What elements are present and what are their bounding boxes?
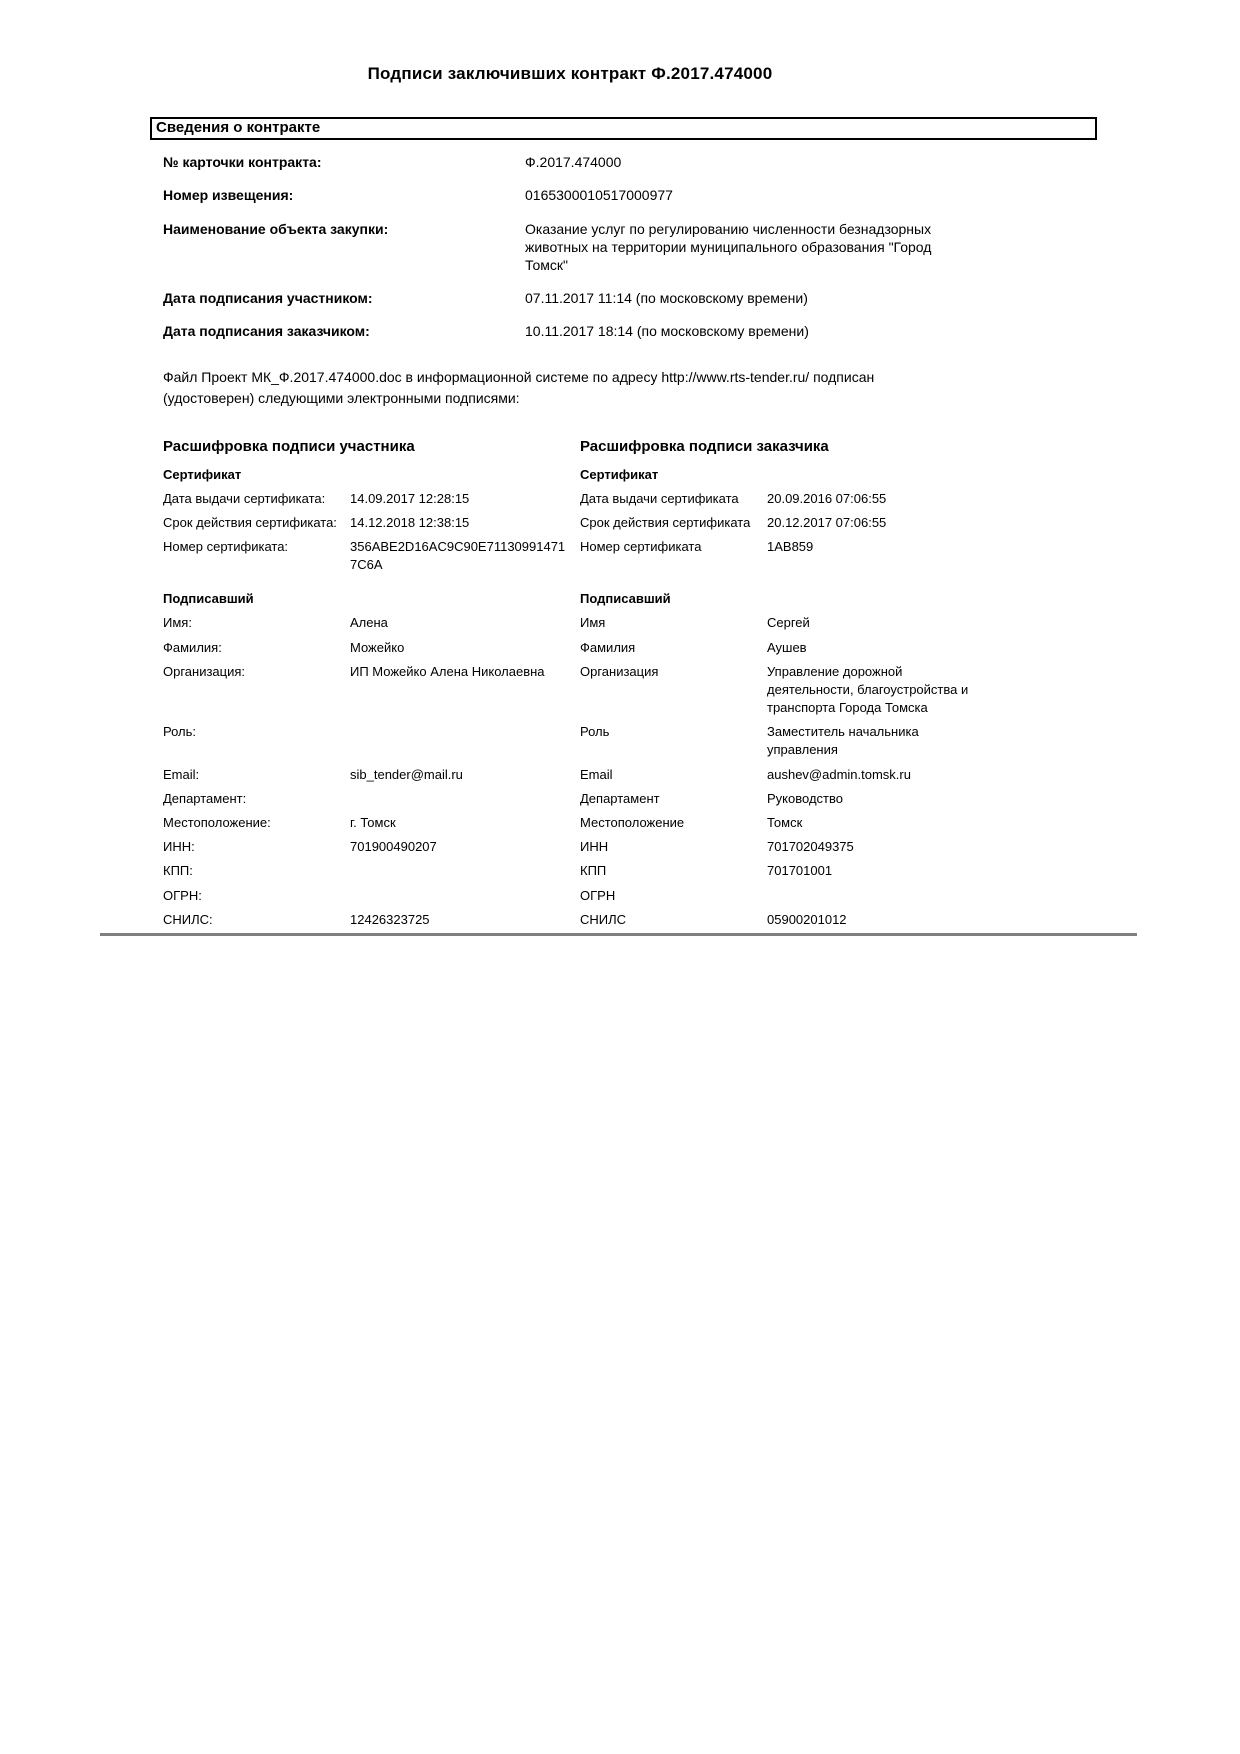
bottom-divider xyxy=(100,933,1137,936)
participant-field-value xyxy=(350,720,580,762)
participant-field-label: Срок действия сертификата: xyxy=(163,514,337,530)
contract-row-value: 0165300010517000977 xyxy=(525,187,673,204)
participant-field-value: 14.09.2017 12:28:15 xyxy=(350,490,470,506)
customer-field-label: Имя xyxy=(580,615,606,631)
participant-field-value: 356ABE2D16AC9C90E711309914717C6A xyxy=(350,538,566,573)
certificate-block xyxy=(163,463,1240,578)
participant-field-value xyxy=(350,884,580,908)
customer-signer-subheader: Подписавший xyxy=(580,591,671,607)
contract-row-label: Дата подписания заказчиком: xyxy=(163,323,370,340)
customer-field-label: ИНН xyxy=(580,839,609,855)
participant-signature-header: Расшифровка подписи участника xyxy=(163,437,415,455)
contract-row xyxy=(163,220,1240,275)
participant-field-label: КПП: xyxy=(163,863,193,879)
customer-field-label: Email xyxy=(580,766,613,782)
participant-field-label: ОГРН: xyxy=(163,887,202,903)
participant-field-value: 14.12.2018 12:38:15 xyxy=(350,514,470,530)
contract-row xyxy=(163,153,1240,171)
signer-block xyxy=(163,587,1240,932)
customer-signature-header: Расшифровка подписи заказчика xyxy=(580,437,829,455)
signature-column-headers xyxy=(163,436,1240,463)
customer-field-value: Управление дорожной деятельности, благоустройства и транспорта Города Томска xyxy=(767,663,969,716)
customer-field-value xyxy=(767,884,997,908)
participant-certificate-subheader: Сертификат xyxy=(163,466,242,482)
participant-field-label: Роль: xyxy=(163,724,197,740)
participant-field-label: Фамилия: xyxy=(163,639,222,655)
contract-row-value: 07.11.2017 11:14 (по московскому времени) xyxy=(525,290,808,307)
customer-field-label: Департамент xyxy=(580,790,660,806)
contract-row-value: Ф.2017.474000 xyxy=(525,154,622,171)
customer-field-value: Томск xyxy=(767,815,803,830)
participant-field-label: ИНН: xyxy=(163,839,195,855)
participant-field-label: Департамент: xyxy=(163,790,247,806)
participant-field-label: Имя: xyxy=(163,615,192,631)
contract-row xyxy=(163,289,1240,307)
customer-field-label: Номер сертификата xyxy=(580,538,702,554)
participant-field-value: sib_tender@mail.ru xyxy=(350,766,463,782)
participant-field-value xyxy=(350,859,580,883)
contract-row-label: № карточки контракта: xyxy=(163,154,322,171)
page-title: Подписи заключивших контракт Ф.2017.474000 xyxy=(367,64,773,83)
participant-field-value: г. Томск xyxy=(350,815,396,830)
contract-row-label: Дата подписания участником: xyxy=(163,290,373,307)
customer-field-label: Дата выдачи сертификата xyxy=(580,490,739,506)
customer-field-label: СНИЛС xyxy=(580,911,627,927)
participant-field-value: Можейко xyxy=(350,639,405,655)
contract-row xyxy=(163,322,1240,340)
participant-field-label: Организация: xyxy=(163,663,246,679)
customer-field-value: 701702049375 xyxy=(767,839,854,855)
customer-field-value: aushev@admin.tomsk.ru xyxy=(767,766,911,782)
customer-field-label: Фамилия xyxy=(580,639,636,655)
customer-field-label: Местоположение xyxy=(580,815,685,830)
customer-field-value: Заместитель начальника управления xyxy=(767,724,919,758)
contract-info-section-header: Сведения о контракте xyxy=(150,117,1097,140)
customer-field-label: КПП xyxy=(580,863,607,879)
participant-field-value: ИП Можейко Алена Николаевна xyxy=(350,663,545,679)
participant-field-label: Дата выдачи сертификата: xyxy=(163,490,326,506)
customer-field-value: Сергей xyxy=(767,615,810,631)
participant-signer-subheader: Подписавший xyxy=(163,591,254,607)
customer-field-label: Роль xyxy=(580,724,610,740)
customer-field-value: 701701001 xyxy=(767,863,833,879)
participant-field-label: Email: xyxy=(163,766,200,782)
contract-info-rows xyxy=(163,153,1240,340)
contract-row-label: Номер извещения: xyxy=(163,187,294,204)
participant-field-label: Местоположение: xyxy=(163,815,271,830)
contract-row-value: Оказание услуг по регулированию численности безнадзорных животных на территории муниципального образования "Город Томск" xyxy=(525,220,932,273)
customer-certificate-subheader: Сертификат xyxy=(580,466,659,482)
participant-field-value: 701900490207 xyxy=(350,839,437,855)
contract-row xyxy=(163,186,1240,204)
participant-field-value: Алена xyxy=(350,615,388,631)
customer-field-label: Срок действия сертификата xyxy=(580,514,751,530)
contract-row-label: Наименование объекта закупки: xyxy=(163,220,389,237)
customer-field-value: Руководство xyxy=(767,790,843,806)
signed-file-note: Файл Проект МК_Ф.2017.474000.doc в информационной системе по адресу http://www.rts-tender.ru/ подписан (удостоверен) следующими электронными подписями: xyxy=(163,368,875,406)
participant-field-value: 12426323725 xyxy=(350,911,430,927)
customer-field-value: 20.09.2016 07:06:55 xyxy=(767,490,887,506)
contract-row-value: 10.11.2017 18:14 (по московскому времени) xyxy=(525,323,809,340)
customer-field-label: ОГРН xyxy=(580,887,616,903)
customer-field-value: 1AB859 xyxy=(767,538,814,554)
customer-field-value: Аушев xyxy=(767,639,807,655)
customer-field-value: 05900201012 xyxy=(767,911,847,927)
participant-field-label: Номер сертификата: xyxy=(163,538,289,554)
participant-field-value xyxy=(350,787,580,811)
participant-field-label: СНИЛС: xyxy=(163,911,213,927)
customer-field-value: 20.12.2017 07:06:55 xyxy=(767,514,887,530)
signatures-section xyxy=(163,436,1240,932)
customer-field-label: Организация xyxy=(580,663,659,679)
